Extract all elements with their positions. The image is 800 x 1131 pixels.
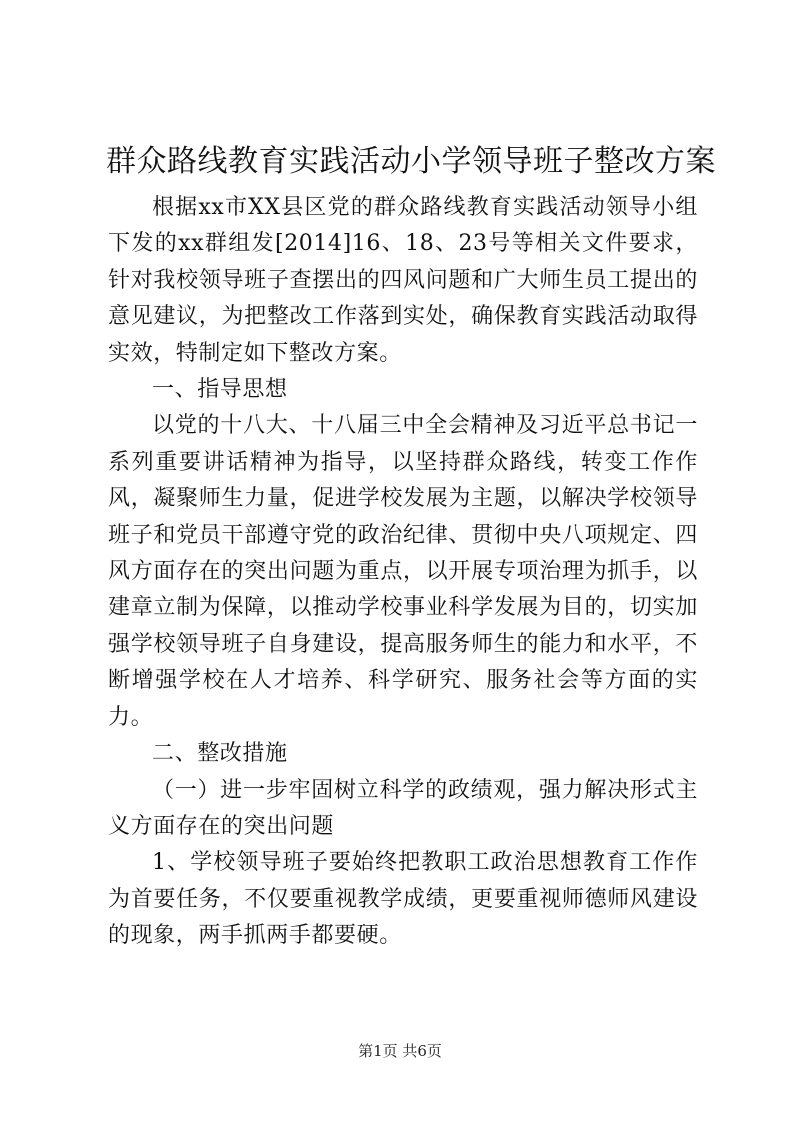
- measure-item-1: 1、学校领导班子要始终把教职工政治思想教育工作作为首要任务，不仅要重视教学成绩，更要重视师德师风建设的现象，两手抓两手都要硬。: [108, 850, 698, 949]
- section-heading-rectification-measures: 二、整改措施: [152, 741, 288, 767]
- document-title: 群众路线教育实践活动小学领导班子整改方案: [106, 144, 716, 179]
- page-number-footer: 第1页 共6页: [358, 1042, 442, 1060]
- document-body: [108, 190, 698, 955]
- guiding-ideology-paragraph: 以党的十八大、十八届三中全会精神及习近平总书记一系列重要讲话精神为指导，以坚持群众路线，转变工作作风，凝聚师生力量，促进学校发展为主题，以解决学校领导班子和党员干部遵守党的政治纪律、贯彻中央八项规定、四风方面存在的突出问题为重点，以开展专项治理为抓手，以建章立制为保障，以推动学校事业科学发展为目的，切实加强学校领导班子自身建设，提高服务师生的能力和水平，不断增强学校在人才培养、科学研究、服务社会等方面的实力。: [108, 413, 698, 730]
- subsection-heading-1: （一）进一步牢固树立科学的政绩观，强力解决形式主义方面存在的突出问题: [108, 777, 698, 839]
- intro-paragraph: 根据xx市XX县区党的群众路线教育实践活动领导小组下发的xx群组发[2014]16、18、23号等相关文件要求，针对我校领导班子查摆出的四风问题和广大师生员工提出的意见建议，为把整改工作落到实处，确保教育实践活动取得实效，特制定如下整改方案。: [108, 195, 698, 366]
- section-heading-guiding-ideology: 一、指导思想: [152, 377, 288, 403]
